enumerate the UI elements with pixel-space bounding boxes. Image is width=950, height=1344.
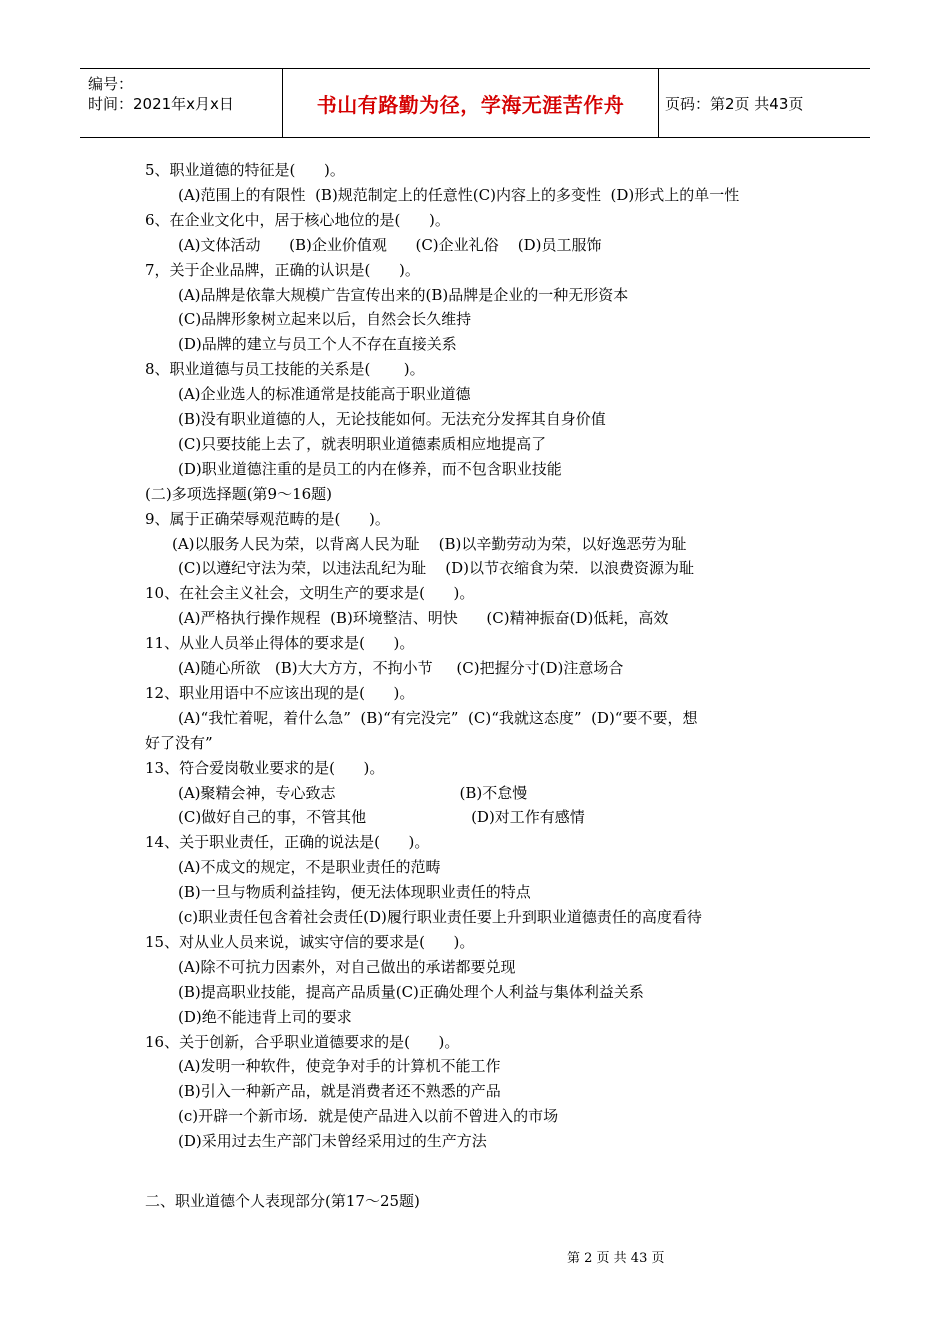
document-line: (c)开辟一个新市场．就是使产品进入以前不曾进入的市场 (178, 1107, 559, 1126)
document-line: (c)职业责任包含着社会责任(D)履行职业责任要上升到职业道德责任的高度看待 (178, 908, 702, 926)
header-page-cell (659, 69, 876, 137)
document-line: (D)职业道德注重的是员工的内在修养，而不包含职业技能 (178, 459, 562, 478)
document-line: 11、从业人员举止得体的要求是( )。 (145, 634, 415, 653)
document-line: (A)“我忙着呢，着什么急” (B)“有完没完” (C)“我就这态度” (D)“要不要，想 (178, 708, 698, 727)
document-line: 9、属于正确荣辱观范畴的是( )。 (145, 509, 390, 528)
document-line: (A)严格执行操作规程 (B)环境整洁、明快 (C)精神振奋(D)低耗，高效 (178, 609, 669, 628)
document-line: (D)绝不能违背上司的要求 (178, 1007, 352, 1026)
document-line: 12、职业用语中不应该出现的是( )。 (145, 683, 415, 702)
document-line: 13、符合爱岗敬业要求的是( )。 (145, 758, 385, 777)
document-line: 5、职业道德的特征是( )。 (145, 161, 345, 179)
document-line: (B)引入一种新产品，就是消费者还不熟悉的产品 (178, 1082, 501, 1101)
document-line: 14、关于职业责任，正确的说法是( )。 (145, 833, 430, 852)
header-motto-cell (283, 69, 659, 137)
document-line: (A)不成文的规定，不是职业责任的范畴 (178, 858, 441, 877)
document-line: (D)采用过去生产部门未曾经采用过的生产方法 (178, 1132, 487, 1151)
header-page-info: 页码：第2页 共43页 (665, 94, 804, 113)
header-motto: 书山有路勤为径，学海无涯苦作舟 (316, 92, 625, 117)
document-line: 8、职业道德与员工技能的关系是( )。 (145, 360, 425, 379)
document-line: (D)品牌的建立与员工个人不存在直接关系 (178, 335, 457, 354)
document-line: (C)做好自己的事，不管其他 (D)对工作有感情 (178, 808, 585, 827)
document-line: (C)以遵纪守法为荣，以违法乱纪为耻 (D)以节衣缩食为荣．以浪费资源为耻 (178, 559, 694, 578)
document-line: (B)提高职业技能，提高产品质量(C)正确处理个人利益与集体利益关系 (178, 982, 644, 1001)
document-line: 16、关于创新，合乎职业道德要求的是( )。 (145, 1032, 460, 1051)
document-line: 15、对从业人员来说，诚实守信的要求是( )。 (145, 932, 475, 951)
page-header (80, 68, 870, 138)
document-line: (B)一旦与物质利益挂钩，便无法体现职业责任的特点 (178, 883, 531, 902)
document-line: (C)只要技能上去了，就表明职业道德素质相应地提高了 (178, 434, 547, 453)
document-line: (A)企业选人的标准通常是技能高于职业道德 (178, 385, 471, 404)
document-line: 6、在企业文化中，居于核心地位的是( )。 (145, 210, 450, 229)
document-line: (A)聚精会神，专心致志 (B)不怠慢 (178, 783, 528, 802)
header-meta-cell (80, 69, 283, 137)
document-line: (A)范围上的有限性 (B)规范制定上的任意性(C)内容上的多变性 (D)形式上的单一性 (178, 185, 740, 204)
document-line: (A)文体活动 (B)企业价值观 (C)企业礼俗 (D)员工服饰 (178, 235, 602, 254)
document-line: 好了没有” (145, 733, 213, 752)
document-line: (B)没有职业道德的人，无论技能如何。无法充分发挥其自身价值 (178, 410, 606, 428)
document-line: 7，关于企业品牌，正确的认识是( )。 (145, 260, 420, 279)
document-line: (A)品牌是依靠大规模广告宣传出来的(B)品牌是企业的一种无形资本 (178, 285, 629, 304)
document-number-label: 编号： (88, 75, 134, 93)
document-line: 二、职业道德个人表现部分(第17～25题) (145, 1191, 420, 1210)
document-line: 10、在社会主义社会，文明生产的要求是( )。 (145, 584, 475, 603)
document-line: (二)多项选择题(第9～16题) (145, 484, 333, 503)
document-time-label: 时间：2021年x月x日 (88, 95, 234, 113)
document-line: (C)品牌形象树立起来以后，自然会长久维持 (178, 310, 472, 329)
document-line: (A)除不可抗力因素外，对自己做出的承诺都要兑现 (178, 957, 516, 976)
page-footer: 第 2 页 共 43 页 (567, 1251, 665, 1266)
document-line: (A)随心所欲 (B)大大方方，不拘小节 (C)把握分寸(D)注意场合 (178, 659, 624, 677)
document-line: (A)以服务人民为荣，以背离人民为耻 (B)以辛勤劳动为荣，以好逸恶劳为耻 (172, 534, 687, 553)
document-line: (A)发明一种软件，使竞争对手的计算机不能工作 (178, 1057, 501, 1076)
